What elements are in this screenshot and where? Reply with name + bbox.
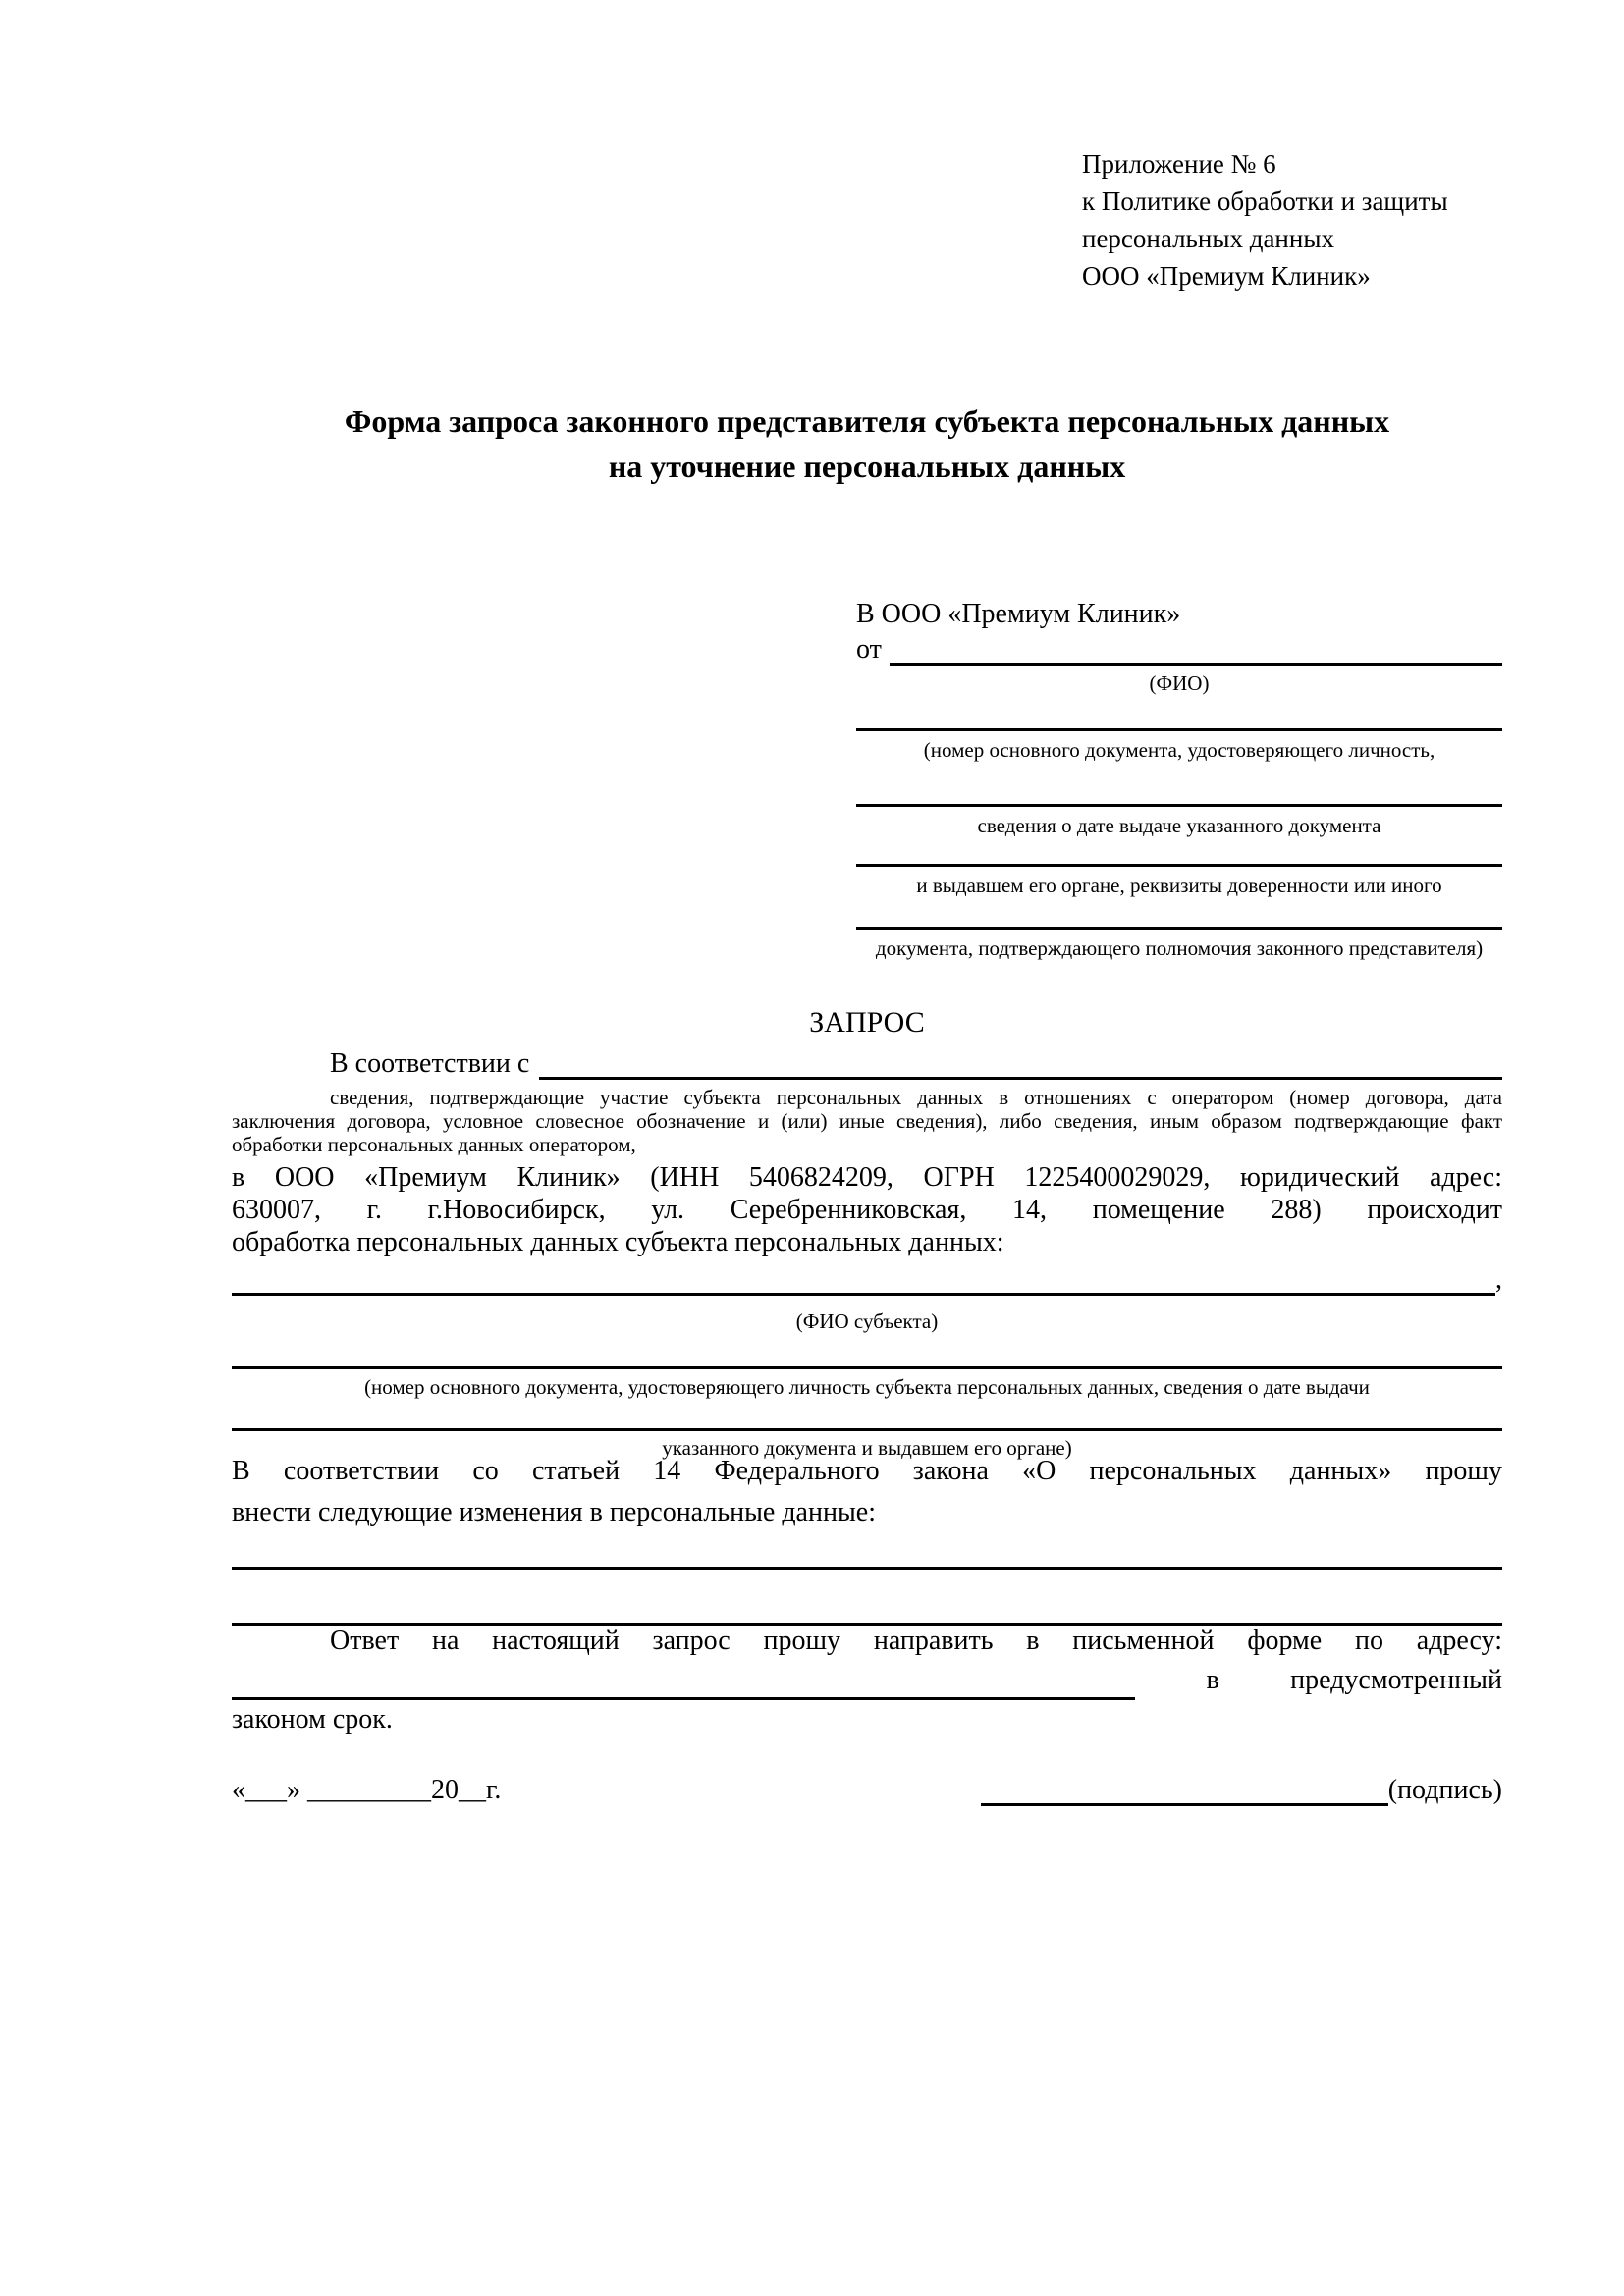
operator-paragraph-line: 630007, г. г.Новосибирск, ул. Серебренниковская, 14, помещение 288) происходит xyxy=(232,1195,1502,1225)
reply-word: в xyxy=(1206,1665,1219,1695)
reply-address-row xyxy=(232,1661,1502,1700)
addressee-block xyxy=(856,599,1502,982)
basis-label: В соответствии с xyxy=(330,1048,530,1079)
signature-caption: (подпись) xyxy=(1387,1775,1502,1805)
subject-doc-caption-1: (номер основного документа, удостоверяющего личность субъекта персональных данных, сведения о дате выдачи xyxy=(364,1375,1370,1399)
basis-caption xyxy=(232,1086,1502,1156)
subject-doc-blank-line-2 xyxy=(232,1428,1502,1431)
page-title-line: на уточнение персональных данных xyxy=(608,449,1126,484)
amendment-paragraph xyxy=(232,1451,1502,1533)
subject-fio-caption: (ФИО субъекта) xyxy=(795,1309,939,1333)
basis-caption-line: обработки персональных данных оператором, xyxy=(232,1133,636,1156)
signature-blank-line xyxy=(981,1803,1388,1806)
addressee-to: В ООО «Премиум Клиник» xyxy=(856,599,1181,629)
annex-line: ООО «Премиум Клиник» xyxy=(1082,261,1371,291)
fio-blank-line xyxy=(890,663,1502,666)
signature-block xyxy=(981,1775,1502,1806)
annex-line: Приложение № 6 xyxy=(1082,149,1276,179)
representative-doc-blank-line-4 xyxy=(856,927,1502,930)
reply-word: предусмотренный xyxy=(1290,1665,1502,1695)
annex-block xyxy=(1082,145,1514,294)
representative-doc-caption-1: (номер основного документа, удостоверяющего личность, xyxy=(923,738,1435,762)
representative-doc-blank-line-3 xyxy=(856,864,1502,867)
amendment-paragraph-line: В соответствии со статьей 14 Федерального закона «О персональных данных» прошу xyxy=(232,1456,1502,1486)
representative-doc-caption-3: и выдавшем его органе, реквизиты доверенности или иного xyxy=(916,874,1442,897)
operator-paragraph-line: обработка персональных данных субъекта персональных данных: xyxy=(232,1227,1004,1257)
footer-row xyxy=(232,1765,1502,1806)
annex-line: к Политике обработки и защиты xyxy=(1082,187,1448,216)
from-label: от xyxy=(856,634,882,665)
subject-doc-caption-2: указанного документа и выдавшем его органе) xyxy=(662,1436,1072,1460)
subject-fio-row xyxy=(232,1264,1502,1296)
addressee-from-row xyxy=(856,636,1502,666)
trailing-comma: , xyxy=(1495,1264,1502,1295)
representative-doc-caption-4: документа, подтверждающего полномочия законного представителя) xyxy=(875,936,1484,960)
basis-blank-line xyxy=(539,1077,1502,1080)
basis-row xyxy=(232,1048,1502,1080)
operator-paragraph xyxy=(232,1161,1502,1258)
basis-caption-line: сведения, подтверждающие участие субъекта персональных данных в отношениях с оператором (номер договора, дата xyxy=(330,1086,1502,1109)
reply-paragraph xyxy=(232,1622,1502,1739)
representative-doc-blank-line-1 xyxy=(856,728,1502,731)
request-heading: ЗАПРОС xyxy=(809,1006,925,1039)
representative-doc-caption-2: сведения о дате выдаче указанного документа xyxy=(977,814,1381,837)
fio-caption: (ФИО) xyxy=(1149,671,1210,695)
amendment-blank-line-1 xyxy=(232,1567,1502,1570)
basis-caption-line: заключения договора, условное словесное обозначение и (или) иные сведения), либо сведения, иным образом подтверждающие факт xyxy=(232,1109,1502,1133)
representative-doc-blank-line-2 xyxy=(856,804,1502,807)
amendment-paragraph-line: внести следующие изменения в персональные данные: xyxy=(232,1497,876,1527)
date-field: «___» _________20__г. xyxy=(232,1775,502,1805)
page-title xyxy=(232,399,1502,489)
page-title-line: Форма запроса законного представителя субъекта персональных данных xyxy=(344,403,1390,439)
annex-line: персональных данных xyxy=(1082,224,1334,253)
subject-doc-blank-line-1 xyxy=(232,1366,1502,1369)
operator-paragraph-line: в ООО «Премиум Клиник» (ИНН 5406824209, ОГРН 1225400029029, юридический адрес: xyxy=(232,1162,1502,1193)
reply-paragraph-line: Ответ на настоящий запрос прошу направить в письменной форме по адресу: xyxy=(330,1626,1502,1656)
reply-paragraph-line: законом срок. xyxy=(232,1704,393,1735)
subject-fio-blank-line xyxy=(232,1293,1495,1296)
